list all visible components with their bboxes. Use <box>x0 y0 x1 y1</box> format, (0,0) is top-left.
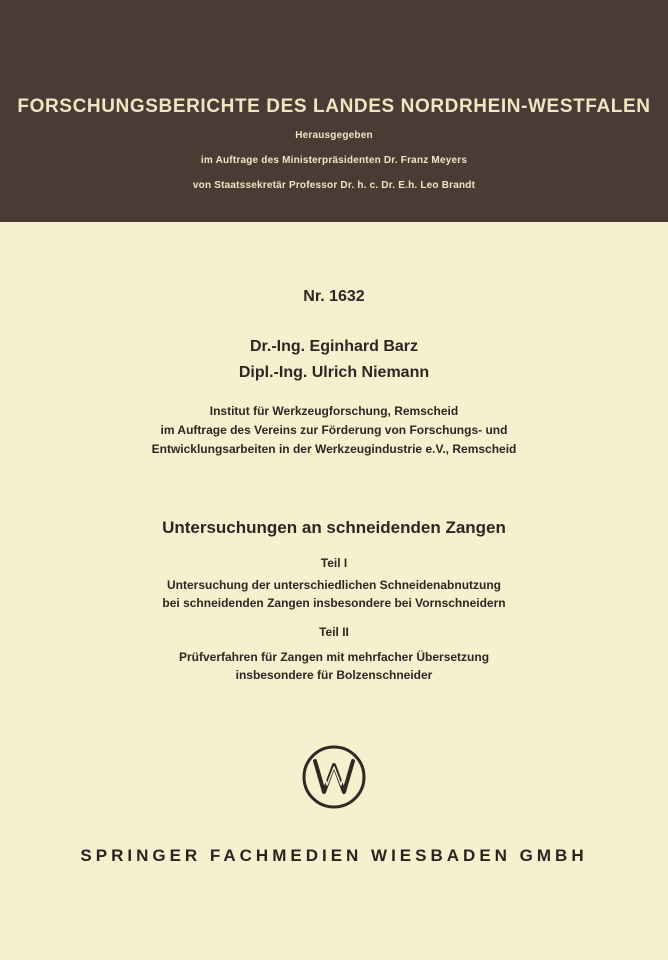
part-1-line-1: Untersuchung der unterschiedlichen Schneidenabnutzung <box>166 578 502 592</box>
publisher-name: SPRINGER FACHMEDIEN WIESBADEN GMBH <box>80 846 588 865</box>
author-2: Dipl.-Ing. Ulrich Niemann <box>238 364 430 381</box>
institute-line-2: im Auftrage des Vereins zur Förderung von Forschungs- und <box>160 423 508 437</box>
institute-line-3: Entwicklungsarbeiten in der Werkzeugindustrie e.V., Remscheid <box>151 442 517 456</box>
publisher-logo-icon <box>300 743 368 811</box>
issue-number: Nr. 1632 <box>303 288 365 305</box>
part-2-line-2: insbesondere für Bolzenschneider <box>235 668 433 682</box>
book-title: Untersuchungen an schneidenden Zangen <box>162 518 506 537</box>
institute-line-1: Institut für Werkzeugforschung, Remscheid <box>209 404 459 418</box>
editor-label: Herausgegeben <box>295 130 373 141</box>
editor-line-1: im Auftrage des Ministerpräsidenten Dr. Franz Meyers <box>200 155 468 166</box>
part-2-label: Teil II <box>319 625 349 639</box>
editor-line-2: von Staatssekretär Professor Dr. h. c. Dr. E.h. Leo Brandt <box>192 180 476 191</box>
part-1-line-2: bei schneidenden Zangen insbesondere bei Vornschneidern <box>162 596 506 610</box>
author-1: Dr.-Ing. Eginhard Barz <box>249 338 418 355</box>
part-2-line-1: Prüfverfahren für Zangen mit mehrfacher Übersetzung <box>178 650 490 664</box>
part-1-label: Teil I <box>320 556 348 570</box>
series-title: FORSCHUNGSBERICHTE DES LANDES NORDRHEIN-WESTFALEN <box>17 96 651 117</box>
header-band <box>0 0 668 222</box>
